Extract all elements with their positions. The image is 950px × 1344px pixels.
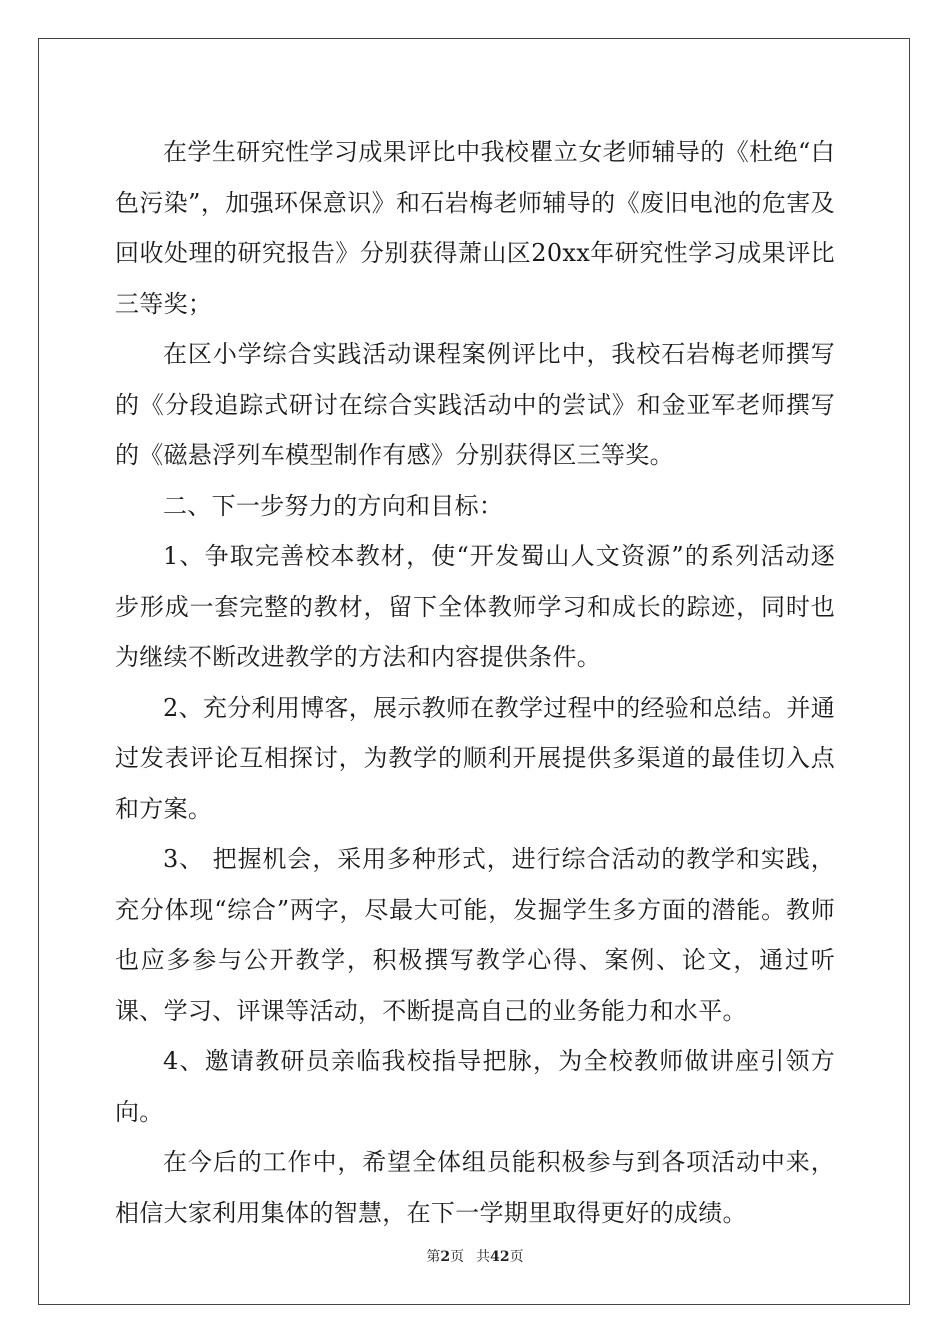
paragraph-case-award: 在区小学综合实践活动课程案例评比中，我校石岩梅老师撰写的《分段追踪式研讨在综合实践活动中的尝试》和金亚军老师撰写的《磁悬浮列车模型制作有感》分别获得区三等奖。	[115, 340, 835, 469]
paragraph-research-award: 在学生研究性学习成果评比中我校瞿立女老师辅导的《杜绝“白色污染”，加强环保意识》和石岩梅老师辅导的《废旧电池的危害及回收处理的研究报告》分别获得萧山区20xx年研究性学习成果评比三等奖；	[115, 138, 835, 318]
total-pages: 42	[490, 1249, 510, 1265]
total-prefix: 共	[476, 1249, 491, 1265]
page-suffix: 页	[450, 1249, 465, 1265]
paragraph-closing: 在今后的工作中，希望全体组员能积极参与到各项活动中来，相信大家利用集体的智慧，在下一学期里取得更好的成绩。	[115, 1148, 835, 1227]
section-heading-next-steps: 二、下一步努力的方向和目标：	[163, 491, 504, 520]
total-suffix: 页	[509, 1249, 524, 1265]
page-number: 2	[440, 1249, 451, 1265]
list-item-goal-3: 3、 把握机会，采用多种形式，进行综合活动的教学和实践，充分体现“综合”两字，尽最大可能，发掘学生多方面的潜能。教师也应多参与公开教学，积极撰写教学心得、案例、论文，通过听课、学习、评课等活动，不断提高自己的业务能力和水平。	[115, 845, 835, 1025]
document-body	[115, 127, 835, 1238]
list-item-goal-1: 1、争取完善校本教材，使“开发蜀山人文资源”的系列活动逐步形成一套完整的教材，留下全体教师学习和成长的踪迹，同时也为继续不断改进教学的方法和内容提供条件。	[115, 542, 835, 671]
page-prefix: 第	[426, 1249, 441, 1265]
list-item-goal-2: 2、充分利用博客，展示教师在教学过程中的经验和总结。并通过发表评论互相探讨，为教学的顺利开展提供多渠道的最佳切入点和方案。	[115, 693, 835, 823]
page-footer	[0, 1246, 950, 1266]
list-item-goal-4: 4、邀请教研员亲临我校指导把脉，为全校教师做讲座引领方向。	[115, 1047, 835, 1126]
